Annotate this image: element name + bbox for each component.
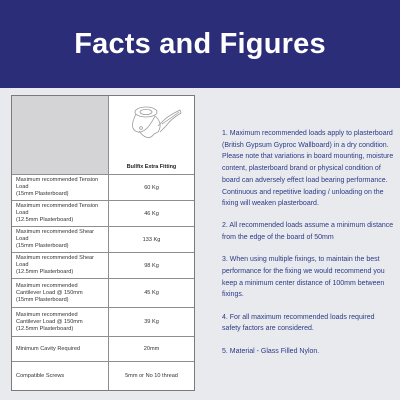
row-label <box>12 175 109 200</box>
row-label <box>12 308 109 336</box>
plasterboard-fixing-icon <box>124 102 184 152</box>
row-value: 45 Kg <box>144 290 159 296</box>
table-row <box>12 279 194 308</box>
note-item: 4. For all maximum recommended loads required safety factors are considered. <box>222 313 375 333</box>
row-label-line: Maximum recommended Shear Load <box>16 229 95 242</box>
row-value: 20mm <box>143 346 160 352</box>
row-label-line: Maximum recommended <box>16 282 78 289</box>
row-value: 60 Kg <box>144 184 159 191</box>
table-header-row <box>12 96 194 175</box>
note-item: 2. All recommended loads assume a minimum distance from the edge of the board of 50mm <box>222 222 394 242</box>
table-row <box>12 337 194 362</box>
product-cell <box>109 96 194 174</box>
row-label-line: (15mm Plasterboard) <box>16 243 69 249</box>
table-row <box>12 308 194 337</box>
row-label-line: (15mm Plasterboard) <box>16 296 69 303</box>
row-label-line: Minimum Cavity Required <box>16 345 81 352</box>
content-area <box>0 88 400 400</box>
table-row <box>12 227 194 253</box>
row-label-line: (12.5mm Plasterboard) <box>16 325 74 332</box>
row-label <box>12 227 109 252</box>
row-value: 46 Kg <box>144 210 159 217</box>
row-label-line: Maximum recommended Tension Load <box>16 177 99 190</box>
row-label-line: Maximum recommended <box>16 311 78 318</box>
row-label <box>12 279 109 307</box>
table-row <box>12 175 194 201</box>
table-header-blank-cell <box>12 96 109 174</box>
header-banner <box>0 0 400 88</box>
row-value: 39 Kg <box>144 319 159 325</box>
row-value: 5mm or No 10 thread <box>125 373 178 379</box>
note-item: 5. Material - Glass Filled Nylon. <box>222 347 320 355</box>
page-title: Facts and Figures <box>74 27 326 60</box>
note-item: 3. When using multiple fixings, to maintain the best performance for the fixing we would recommend you keep a minimum center distance of 100mm between fixings. <box>222 256 385 299</box>
row-label-line: (15mm Plasterboard) <box>16 191 69 197</box>
row-label <box>12 253 109 278</box>
row-label-line: Maximum recommended Shear Load <box>16 255 95 268</box>
row-label-line: Compatible Screws <box>16 372 65 379</box>
row-label <box>12 201 109 226</box>
row-label-line: Cantilever Load @ 150mm <box>16 318 83 325</box>
row-value: 133 Kg <box>142 236 161 243</box>
row-label <box>12 362 109 390</box>
row-label <box>12 337 109 361</box>
row-label-line: Maximum recommended Tension Load <box>16 203 99 216</box>
row-label-line: (12.5mm Plasterboard) <box>16 217 74 223</box>
row-label-line: Cantilever Load @ 150mm <box>16 289 83 296</box>
table-row <box>12 253 194 279</box>
specification-table <box>11 95 195 391</box>
table-row <box>12 201 194 227</box>
row-value: 98 Kg <box>144 262 159 269</box>
table-row <box>12 362 194 390</box>
notes-list <box>222 128 394 357</box>
product-name: Bullfix Extra Fitting <box>126 164 177 170</box>
note-item: 1. Maximum recommended loads apply to plasterboard (British Gypsum Gyproc Wallboard) in a dry condition. Please note that variations in board mounting, moisture content, plasterboard brand or physical condition of board can adversely effect load bearing performance. Continuous and repetitive loading / unloading on the fixing will weaken plasterboard. <box>222 130 394 208</box>
row-label-line: (12.5mm Plasterboard) <box>16 269 74 275</box>
